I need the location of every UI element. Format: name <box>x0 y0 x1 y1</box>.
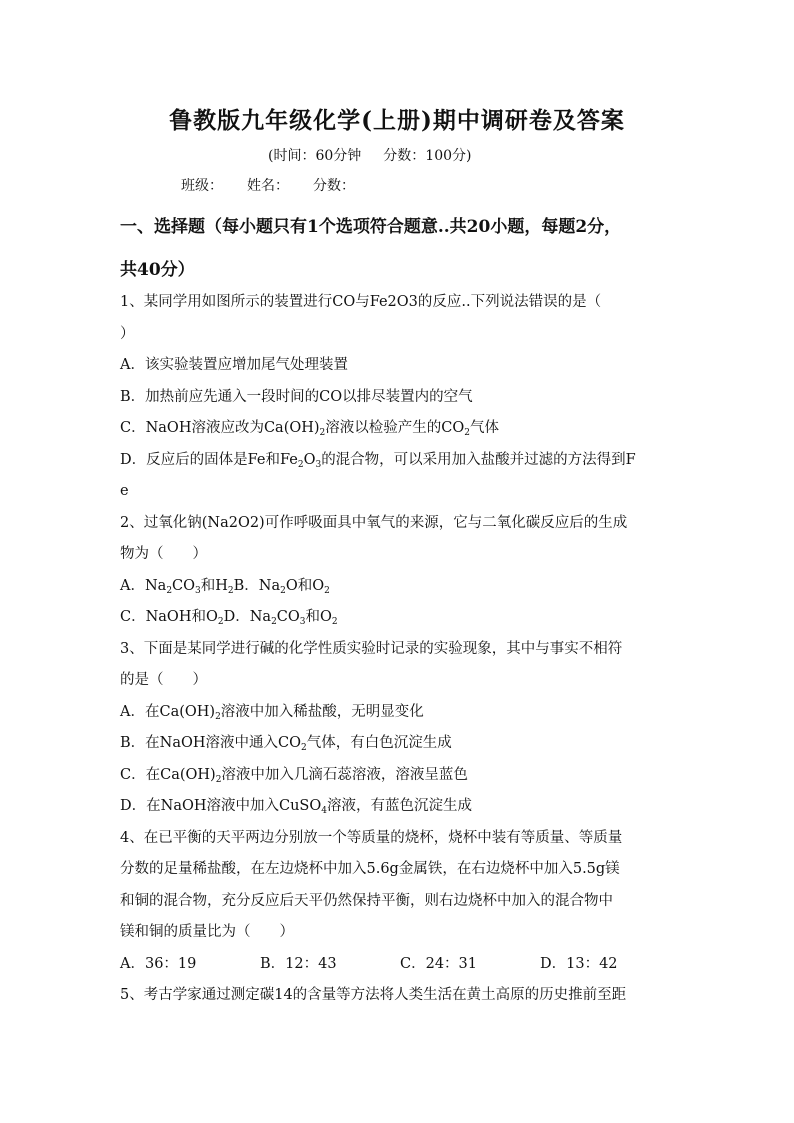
q1-d-text-3: 的混合物，可以采用加入盐酸并过滤的方法得到F <box>321 451 636 468</box>
q1-option-d-wrap: e <box>120 483 129 499</box>
q3-b-text-2: 气体，有白色沉淀生成 <box>306 735 452 751</box>
q2-cd-text-4: 和O <box>305 609 332 625</box>
q4-stem-line-1: 4、在已平衡的天平两边分别放一个等质量的烧杯，烧杯中装有等质量、等质量 <box>120 829 623 846</box>
q3-option-a <box>120 697 680 729</box>
q2-options-ab <box>120 571 680 603</box>
section-heading-line-2: 共40分） <box>120 260 195 280</box>
q3-b-text-1: B．在NaOH溶液中通入CO <box>120 735 302 751</box>
q2-stem-line-1: 2、过氧化钠(Na2O2)可作呼吸面具中氧气的来源，它与二氧化碳反应后的生成 <box>120 514 628 531</box>
subscript: 2 <box>297 459 304 470</box>
q3-option-b <box>120 728 680 760</box>
q1-option-d <box>120 445 680 477</box>
time-limit: (时间：60分钟 <box>268 148 362 164</box>
q1-c-text-1: C．NaOH溶液应改为Ca(OH) <box>120 420 320 436</box>
q3-a-text-1: A．在Ca(OH) <box>120 703 216 720</box>
q2-ab-text-3: 和H <box>200 577 228 594</box>
q3-stem-line-2: 的是（ ） <box>120 672 207 688</box>
subscript: 2 <box>280 585 286 596</box>
q4-stem-line-3: 和铜的混合物，充分反应后天平仍然保持平衡，则右边烧杯中加入的混合物中 <box>120 892 613 909</box>
class-label: 班级： <box>181 178 223 194</box>
q1-stem-line-1: 1、某同学用如图所示的装置进行CO与Fe2O3的反应..下列说法错误的是（ <box>120 294 602 310</box>
q2-cd-text-2: D．Na <box>223 609 272 625</box>
q2-cd-text-3: CO <box>276 609 300 625</box>
subscript: 2 <box>464 428 470 438</box>
q1-option-b: B．加热前应先通入一段时间的CO以排尽装置内的空气 <box>120 388 473 405</box>
q1-stem-line-2: ） <box>120 325 135 342</box>
q4-option-a: A．36：19 <box>120 955 197 972</box>
q1-option-a: A．该实验装置应增加尾气处理装置 <box>120 357 348 373</box>
q3-a-text-2: 溶液中加入稀盐酸，无明显变化 <box>220 703 424 720</box>
total-score: 分数：100分) <box>383 148 472 164</box>
subscript: 2 <box>166 585 173 596</box>
section-heading <box>120 206 680 292</box>
q2-ab-text-5: O和O <box>285 577 325 594</box>
exam-meta <box>268 145 493 165</box>
subscript: 2 <box>319 428 326 438</box>
q2-ab-text-1: A．Na <box>120 577 167 594</box>
q1-d-text-1: D．反应后的固体是Fe和Fe <box>120 451 298 468</box>
q4-stem-line-2: 分数的足量稀盐酸，在左边烧杯中加入5.6g金属铁，在右边烧杯中加入5.5g镁 <box>120 861 620 877</box>
q3-option-d <box>120 791 680 823</box>
subscript: 2 <box>227 585 234 596</box>
score-label: 分数： <box>313 178 355 194</box>
q4-option-b: B．12：43 <box>260 955 337 972</box>
q1-d-text-2: O <box>303 451 316 468</box>
subscript: 3 <box>315 459 322 470</box>
q3-stem-line-1: 3、下面是某同学进行碱的化学性质实验时记录的实验现象，其中与事实不相符 <box>120 640 623 657</box>
q2-ab-text-4: B．Na <box>233 577 281 594</box>
q4-option-c: C．24：31 <box>400 955 477 972</box>
name-label: 姓名： <box>247 178 289 194</box>
q3-c-text-2: 溶液中加入几滴石蕊溶液，溶液呈蓝色 <box>221 766 468 783</box>
subscript: 2 <box>271 617 277 627</box>
subscript: 2 <box>331 617 338 627</box>
section-heading-line-1: 一、选择题（每小题只有1个选项符合题意..共20小题，每题2分， <box>120 217 622 237</box>
q3-d-text-1: D．在NaOH溶液中加入CuSO <box>120 798 322 814</box>
q1-option-c <box>120 413 680 445</box>
q2-options-cd <box>120 602 680 634</box>
question-list <box>120 287 680 1012</box>
subscript: 3 <box>299 617 306 627</box>
subscript: 4 <box>321 806 327 816</box>
q4-options <box>120 949 680 981</box>
student-info-line <box>181 175 379 195</box>
subscript: 2 <box>215 774 222 785</box>
q4-option-d: D．13：42 <box>540 955 618 972</box>
q5-stem-line-1: 5、考古学家通过测定碳14的含量等方法将人类生活在黄土高原的历史推前至距 <box>120 987 627 1003</box>
q4-stem-line-4: 镁和铜的质量比为（ ） <box>120 924 294 940</box>
q3-option-c <box>120 760 680 792</box>
q1-c-text-3: 气体 <box>470 420 499 436</box>
q2-ab-text-2: CO <box>172 577 196 594</box>
subscript: 3 <box>195 585 201 596</box>
q2-cd-text-1: C．NaOH和O <box>120 609 218 625</box>
page-title: 鲁教版九年级化学(上册)期中调研卷及答案 <box>169 107 625 134</box>
subscript: 2 <box>217 617 224 627</box>
q2-stem-line-2: 物为（ ） <box>120 546 207 562</box>
subscript: 2 <box>215 711 221 722</box>
subscript: 2 <box>301 743 307 753</box>
q1-c-text-2: 溶液以检验产生的CO <box>325 420 465 436</box>
q3-d-text-2: 溶液，有蓝色沉淀生成 <box>326 798 472 814</box>
subscript: 2 <box>324 585 330 596</box>
q3-c-text-1: C．在Ca(OH) <box>120 766 216 783</box>
